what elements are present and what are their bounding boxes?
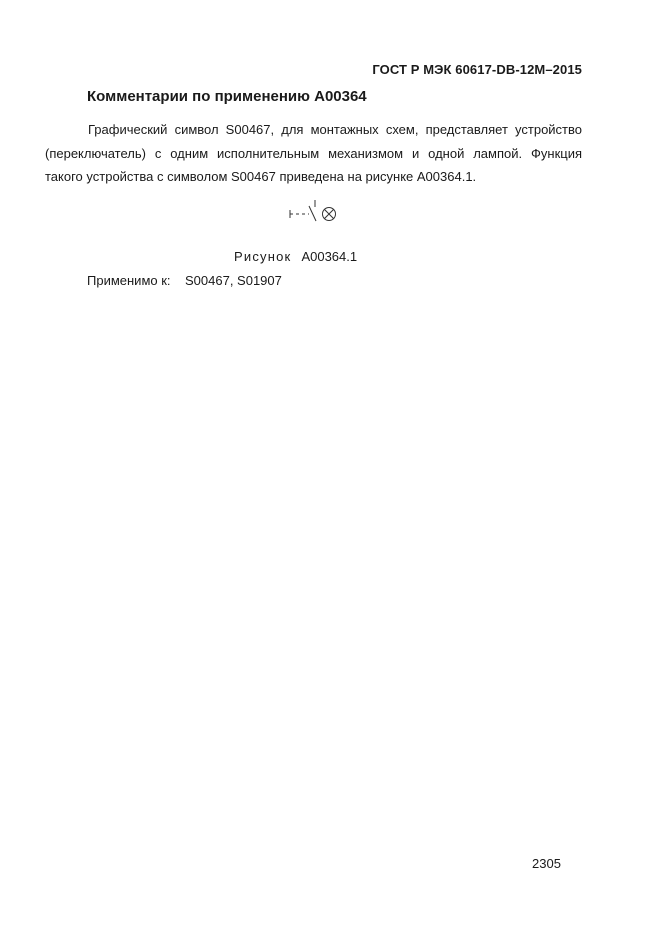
figure-caption-word: Рисунок [234,249,292,264]
page-number: 2305 [532,856,561,871]
applicable-value: S00467, S01907 [185,273,282,288]
moving-contact [309,206,316,221]
document-standard-header: ГОСТ Р МЭК 60617-DB-12M–2015 [372,62,582,77]
applicable-to [87,273,282,288]
applicable-label: Применимо к: [87,273,171,288]
figure-caption [234,249,357,264]
section-title: Комментарии по применению A00364 [87,88,367,105]
body-line-1: Графический символ S00467, для монтажных схем, представляет устройство [88,122,582,137]
body-line-3: такого устройства с символом S00467 приведена на рисунке A00364.1. [45,169,477,184]
body-line-2: (переключатель) с одним исполнительным механизмом и одной лампой. Функция [45,145,582,161]
switch-with-lamp-symbol [285,197,345,233]
figure-caption-id: A00364.1 [301,249,358,264]
body-paragraph [45,118,582,189]
